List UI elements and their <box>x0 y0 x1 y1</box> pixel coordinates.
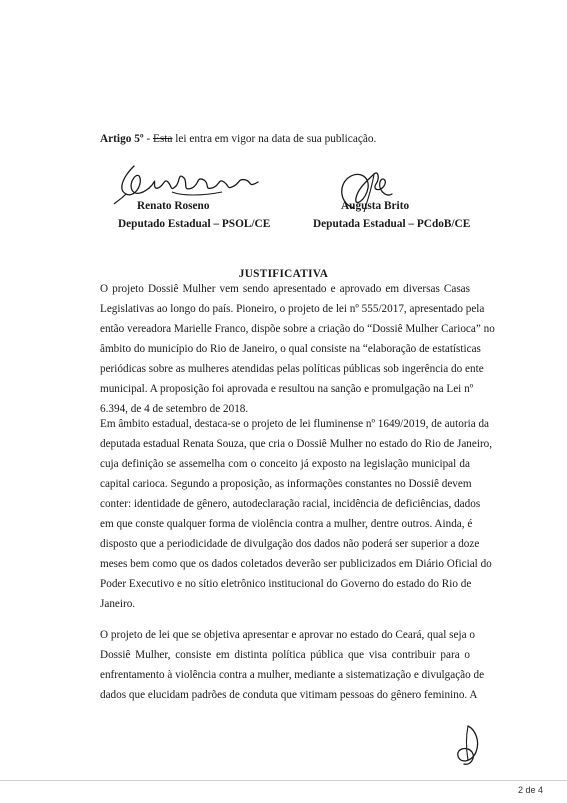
paragraph-line: O projeto Dossiê Mulher vem sendo apresentado e aprovado em diversas Casas <box>100 283 470 295</box>
article-text: lei entra em vigor na data de sua publicação. <box>172 133 377 145</box>
paragraph-line: meses bem como que os dados coletados deverão ser publicizados em Diário Oficial do <box>100 558 492 570</box>
paragraph-line: Dossiê Mulher, consiste em distinta política pública que visa contribuir para o <box>100 649 470 661</box>
initials-mark <box>450 722 490 768</box>
paragraph-line: Em âmbito estadual, destaca-se o projeto de lei fluminense nº 1649/2019, de autoria da <box>100 418 490 430</box>
paragraph-1 <box>100 279 495 419</box>
paragraph-line: Poder Executivo e no sítio eletrônico institucional do Governo do estado do Rio de <box>100 578 472 590</box>
paragraph-line: então vereadora Marielle Franco, dispõe sobre a criação do “Dossiê Mulher Carioca” no <box>100 323 495 335</box>
paragraph-2 <box>100 414 493 614</box>
paragraph-line: periódicas sobre as mulheres atendidas pelas políticas públicas sob ingerência do ente <box>100 363 484 375</box>
paragraph-line: municipal. A proposição foi aprovada e resultou na sanção e promulgação na Lei nº <box>100 383 474 395</box>
paragraph-line: cuja definição se assemelha com o conceito já exposto na legislação municipal da <box>100 458 470 470</box>
signer-role-2: Deputada Estadual – PCdoB/CE <box>313 218 471 230</box>
paragraph-line: deputada estadual Renata Souza, que cria o Dossiê Mulher no estado do Rio de Janeiro, <box>100 438 493 450</box>
footer-rule <box>0 780 567 781</box>
struck-word: Esta <box>153 133 173 145</box>
page-number: 2 de 4 <box>517 785 543 795</box>
paragraph-line: enfrentamento à violência contra a mulher, mediante a sistematização e divulgação de <box>100 669 485 681</box>
paragraph-line: O projeto de lei que se objetiva apresentar e aprovar no estado do Ceará, qual seja o <box>100 629 475 641</box>
paragraph-line: em que conste qualquer forma de violência contra a mulher, dentre outros. Ainda, é <box>100 518 473 530</box>
paragraph-3 <box>100 625 485 705</box>
paragraph-line: Janeiro. <box>100 598 136 610</box>
article-label: Artigo 5º <box>100 133 144 145</box>
paragraph-line: Legislativas ao longo do país. Pioneiro, o projeto de lei nº 555/2017, apresentado pela <box>100 303 485 315</box>
signer-name-2: Augusta Brito <box>341 200 410 212</box>
paragraph-line: capital carioca. Segundo a proposição, as informações constantes no Dossiê devem <box>100 478 472 490</box>
paragraph-line: âmbito do município do Rio de Janeiro, o qual consiste na “elaboração de estatísticas <box>100 343 481 355</box>
signer-role-1: Deputado Estadual – PSOL/CE <box>118 218 271 230</box>
paragraph-line: 6.394, de 4 de setembro de 2018. <box>100 403 249 415</box>
paragraph-line: conter: identidade de gênero, autodeclaração racial, incidência de deficiências, dados <box>100 498 481 510</box>
paragraph-line: dados que elucidam padrões de conduta que vitimam pessoas do gênero feminino. A <box>100 689 478 701</box>
article-dash: - <box>143 133 153 145</box>
section-heading: JUSTIFICATIVA <box>238 268 329 280</box>
article-5 <box>100 133 376 145</box>
paragraph-line: disposto que a periodicidade de divulgação dos dados não poderá ser superior a doze <box>100 538 480 550</box>
signer-name-1: Renato Roseno <box>137 200 210 212</box>
